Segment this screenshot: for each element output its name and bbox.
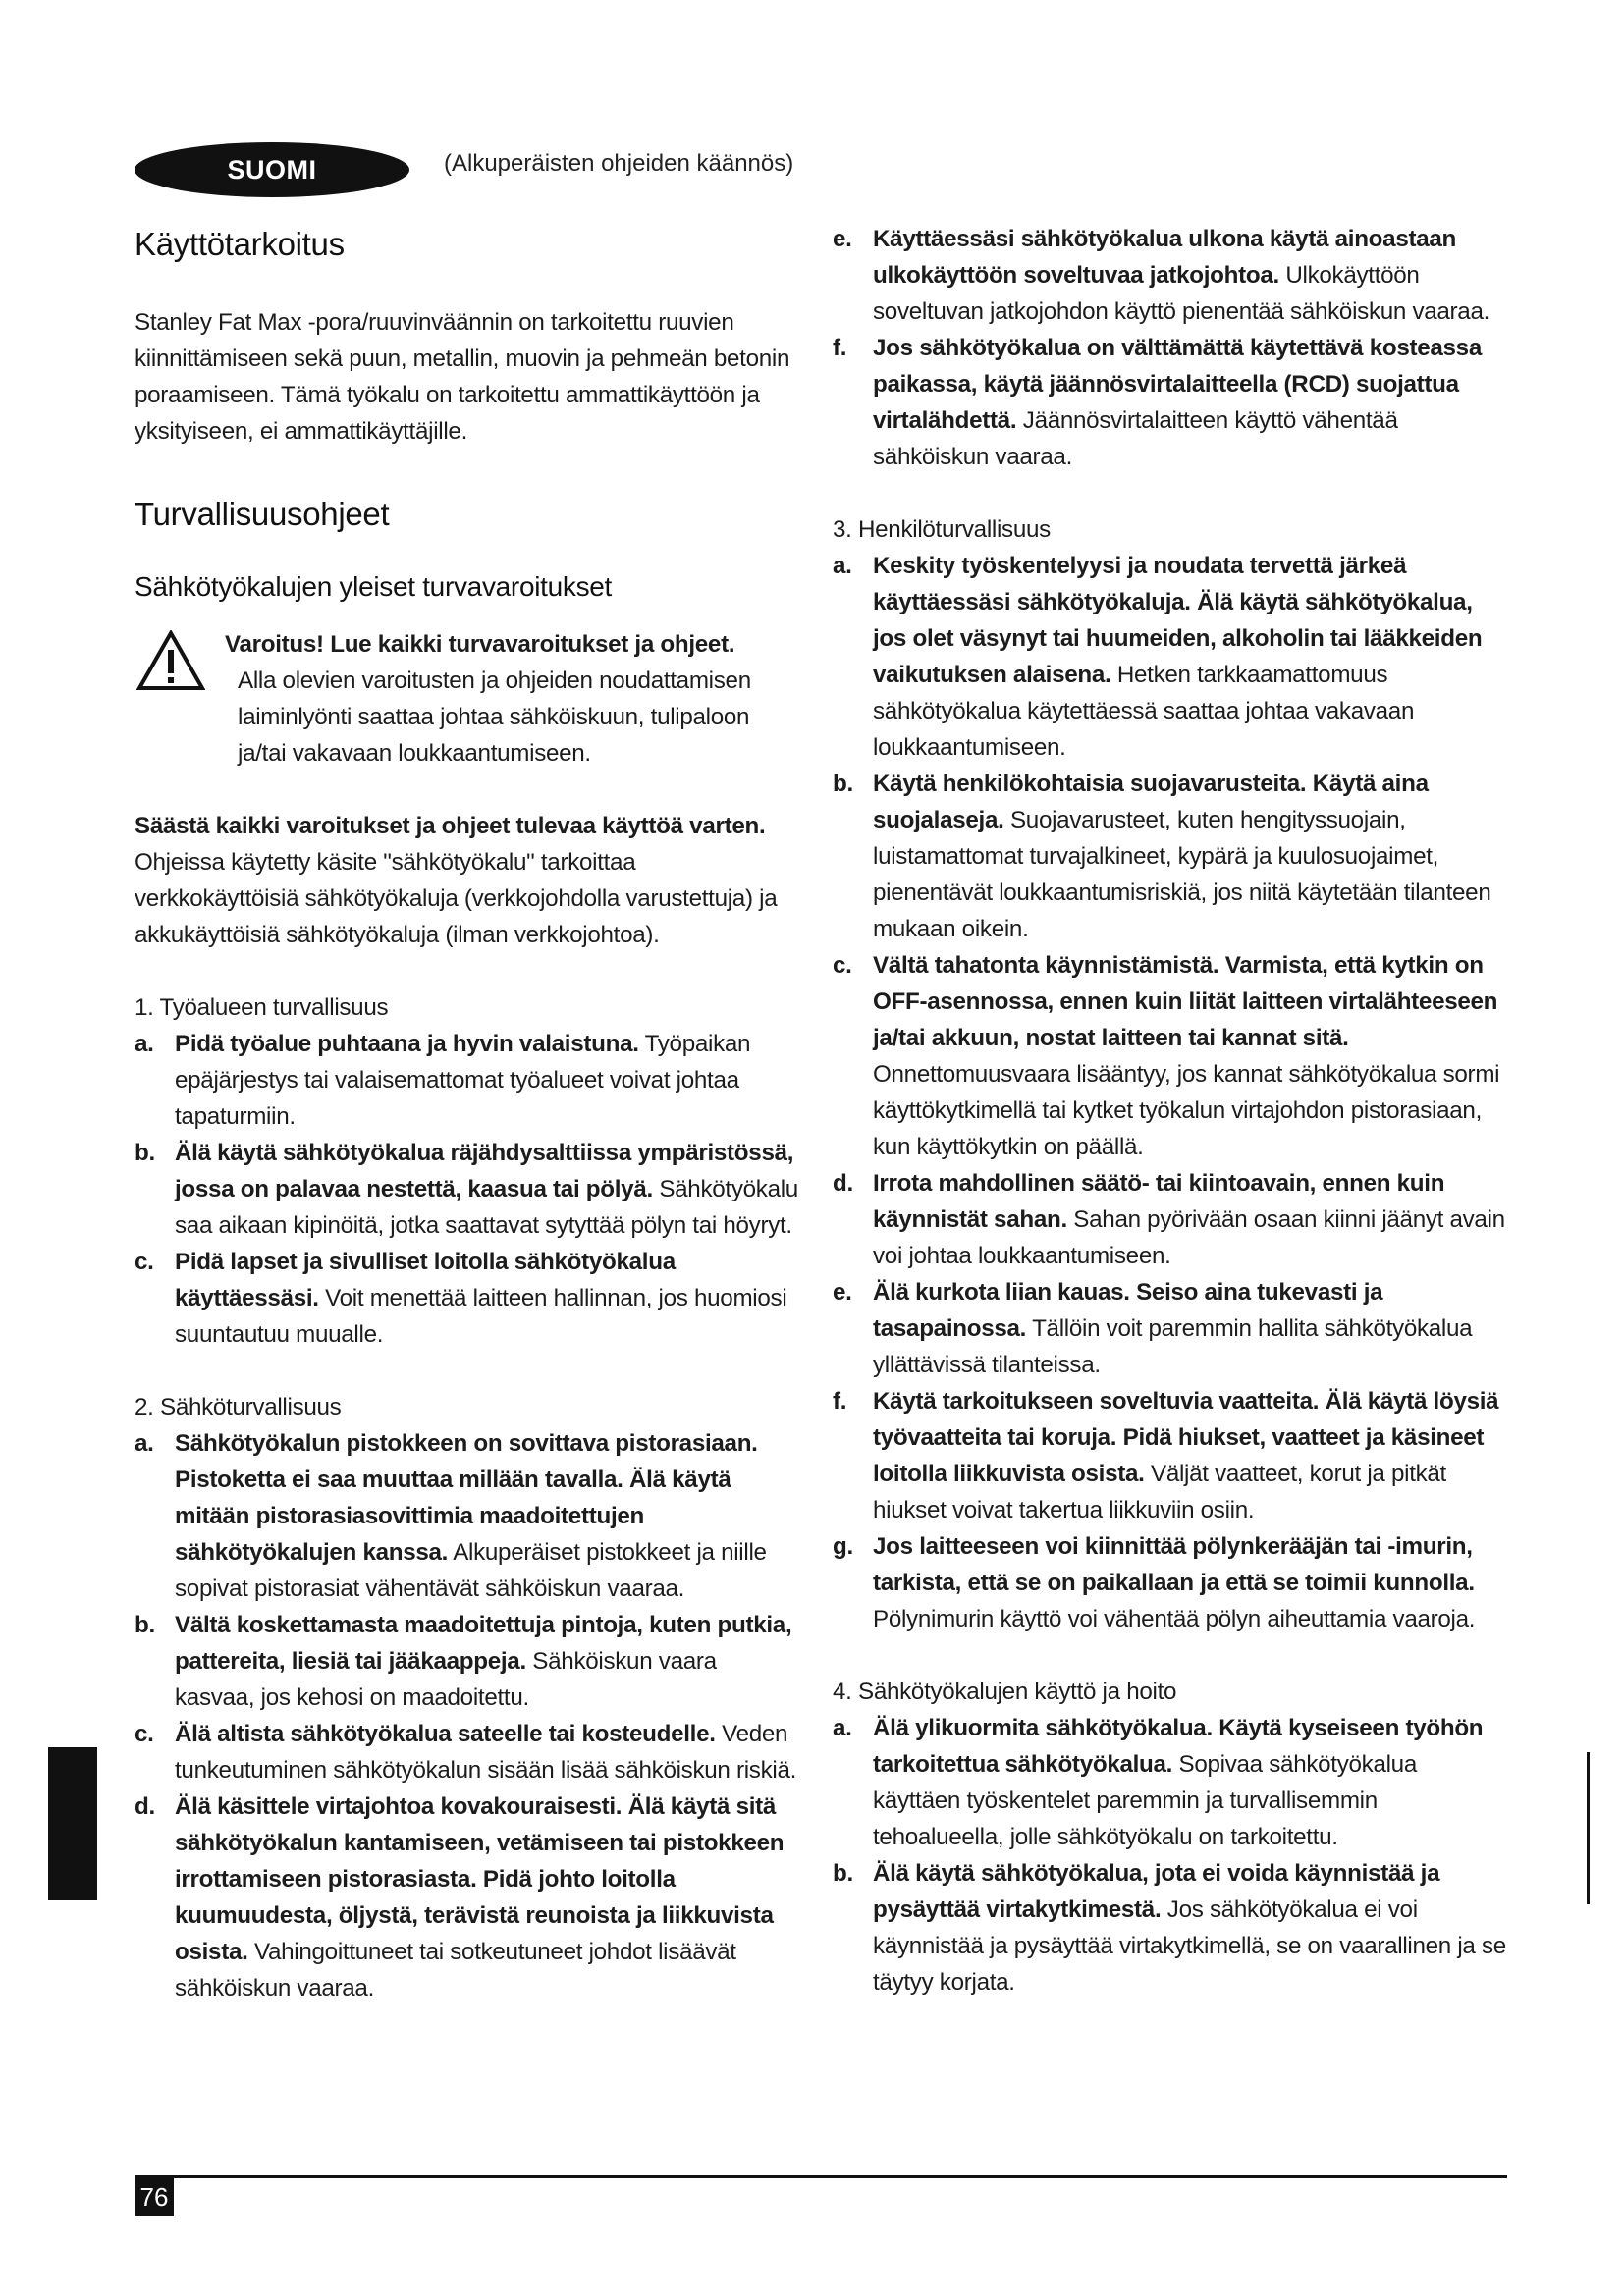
margin-marker <box>1587 1752 1590 1904</box>
list-item: c. Pidä lapset ja sivulliset loitolla sähkötyökalua käyttäessäsi. Voit menettää laitteen hallinnan, jos huomiosi suuntautuu muualle. <box>135 1249 787 1348</box>
safety-heading: Turvallisuusohjeet <box>135 496 390 532</box>
safety-subheading: Sähkötyökalujen yleiset turvavaroitukset <box>135 571 613 602</box>
left-column <box>135 221 802 2006</box>
list-item: e. Älä kurkota liian kauas. Seiso aina tukevasti ja tasapainossa. Tällöin voit paremmin hallita sähkötyökalua yllättävissä tilanteissa. <box>833 1279 1473 1378</box>
language-side-tab <box>48 1747 97 1900</box>
list-item: a. Älä ylikuormita sähkötyökalua. Käytä kyseiseen työhön tarkoitettua sähkötyökalua. Sopivaa sähkötyökalua käyttäen työskentelet paremmin ja turvallisemmin tehoalueella, jolle sähkötyökalu on tarkoitettu. <box>833 1715 1484 1850</box>
list-item: f. Jos sähkötyökalua on välttämättä käytettävä kosteassa paikassa, käytä jäännösvirtalaitteella (RCD) suojattua virtalähdettä. Jäännösvirtalaitteen käyttö vähentää sähköiskun vaaraa. <box>833 335 1482 470</box>
list-item: d. Älä käsittele virtajohtoa kovakouraisesti. Älä käytä sitä sähkötyökalun kantamiseen, vetämiseen tai pistokkeen irrottamiseen pistorasiasta. Pidä johto loitolla kuumuudesta, öljystä, terävistä reunoista ja liikkuvista osista. Vahingoittuneet tai sotkeutuneet johdot lisäävät sähköiskun vaaraa. <box>135 1793 785 2002</box>
list-item: b. Älä käytä sähkötyökalua, jota ei voida käynnistää ja pysäyttää virtakytkimestä. Jos sähkötyökalua ei voi käynnistää ja pysäyttää virtakytkimellä, se on vaarallinen ja se täytyy korjata. <box>833 1860 1506 1996</box>
list-item: a. Sähkötyökalun pistokkeen on sovittava pistorasiaan. Pistoketta ei saa muuttaa millään tavalla. Älä käytä mitään pistorasiasovittimia maadoitettujen sähkötyökalujen kanssa. Alkuperäiset pistokkeet ja niille sopivat pistorasiat vähentävät sähköiskun vaaraa. <box>135 1430 767 1602</box>
warning-triangle-icon <box>136 630 205 691</box>
list-item: c. Älä altista sähkötyökalua sateelle tai kosteudelle. Veden tunkeutuminen sähkötyökalun sisään lisää sähköiskun riskiä. <box>135 1721 797 1784</box>
section-3-heading: 3. Henkilöturvallisuus <box>833 516 1051 543</box>
list-item: a. Keskity työskentelyysi ja noudata tervettä järkeä käyttäessäsi sähkötyökaluja. Älä käytä sähkötyökalua, jos olet väsynyt tai huumeiden, alkoholin tai lääkkeiden vaikutuksen alaisena. Hetken tarkkaamattomuus sähkötyökalua käytettäessä saattaa johtaa vakavaan loukkaantumiseen. <box>833 553 1483 761</box>
save-instructions-body: Ohjeissa käytetty käsite "sähkötyökalu" tarkoittaa verkkokäyttöisiä sähkötyökaluja (verkkojohdolla varustettuja) ja akkukäyttöisiä sähkötyökaluja (ilman verkkojohtoa). <box>135 849 778 948</box>
footer-rule <box>135 2175 1507 2178</box>
intended-use-body: Stanley Fat Max -pora/ruuvinväännin on tarkoitettu ruuvien kiinnittämiseen sekä puun, metallin, muovin ja pehmeän betonin poraamiseen. Tämä työkalu on tarkoitettu ammattikäyttöön ja yksityiseen, ei ammattikäyttäjille. <box>135 309 790 445</box>
right-column <box>833 221 1510 2001</box>
list-item: e. Käyttäessäsi sähkötyökalua ulkona käytä ainoastaan ulkokäyttöön soveltuvaa jatkojohtoa. Ulkokäyttöön soveltuvan jatkojohdon käyttö pienentää sähköiskun vaaraa. <box>833 226 1490 325</box>
translation-note: (Alkuperäisten ohjeiden käännös) <box>444 150 794 177</box>
list-item: c. Vältä tahatonta käynnistämistä. Varmista, että kytkin on OFF-asennossa, ennen kuin liität laitteen virtalähteeseen ja/tai akkuun, nostat laitteen tai kannat sitä. Onnettomuusvaara lisääntyy, jos kannat sähkötyökalua sormi käyttökytkimellä tai kytket työkalun virtajohdon pistorasiaan, kun käyttökytkin on päällä. <box>833 952 1500 1160</box>
section-4-heading: 4. Sähkötyökalujen käyttö ja hoito <box>833 1679 1177 1705</box>
save-instructions <box>135 808 802 953</box>
list-item: d. Irrota mahdollinen säätö- tai kiintoavain, ennen kuin käynnistät sahan. Sahan pyörivään osaan kiinni jäänyt avain voi johtaa loukkaantumiseen. <box>833 1170 1505 1269</box>
list-item: f. Käytä tarkoitukseen soveltuvia vaatteita. Älä käytä löysiä työvaatteita tai koruja. Pidä hiukset, vaatteet ja käsineet loitolla liikkuvista osista. Väljät vaatteet, korut ja pitkät hiukset voivat takertua liikkuviin osiin. <box>833 1388 1499 1523</box>
list-item: a. Pidä työalue puhtaana ja hyvin valaistuna. Työpaikan epäjärjestys tai valaisemattomat työalueet voivat johtaa tapaturmiin. <box>135 1031 751 1130</box>
warning-title: Varoitus! Lue kaikki turvavaroitukset ja ohjeet. <box>225 631 735 658</box>
list-item: b. Älä käytä sähkötyökalua räjähdysalttiissa ympäristössä, jossa on palavaa nestettä, kaasua tai pölyä. Sähkötyökalu saa aikaan kipinöitä, jotka saattavat sytyttää pölyn tai höyryt. <box>135 1140 798 1239</box>
list-item: g. Jos laitteeseen voi kiinnittää pölynkerääjän tai -imurin, tarkista, että se on paikallaan ja että se toimii kunnolla. Pölynimurin käyttö voi vähentää pölyn aiheuttamia vaaroja. <box>833 1533 1476 1632</box>
list-item: b. Vältä koskettamasta maadoitettuja pintoja, kuten putkia, pattereita, liesiä tai jääkaappeja. Sähköiskun vaara kasvaa, jos kehosi on maadoitettu. <box>135 1612 792 1711</box>
page-number: 76 <box>135 2177 174 2216</box>
save-instructions-bold: Säästä kaikki varoitukset ja ohjeet tulevaa käyttöä varten. <box>135 813 766 839</box>
warning-block <box>135 626 802 772</box>
intended-use-heading: Käyttötarkoitus <box>135 226 345 262</box>
list-item: b. Käytä henkilökohtaisia suojavarusteita. Käytä aina suojalaseja. Suojavarusteet, kuten hengityssuojain, luistamattomat turvajalkineet, kypärä ja kuulosuojaimet, pienentävät loukkaantumisriskiä, jos niitä käytetään tilanteen mukaan oikein. <box>833 771 1491 942</box>
section-1-heading: 1. Työalueen turvallisuus <box>135 994 389 1021</box>
section-2-heading: 2. Sähköturvallisuus <box>135 1394 342 1420</box>
warning-body: Alla olevien varoitusten ja ohjeiden noudattamisen laiminlyönti saattaa johtaa sähköiskuun, tulipaloon ja/tai vakavaan loukkaantumiseen. <box>238 667 751 767</box>
language-badge: SUOMI <box>135 142 409 197</box>
